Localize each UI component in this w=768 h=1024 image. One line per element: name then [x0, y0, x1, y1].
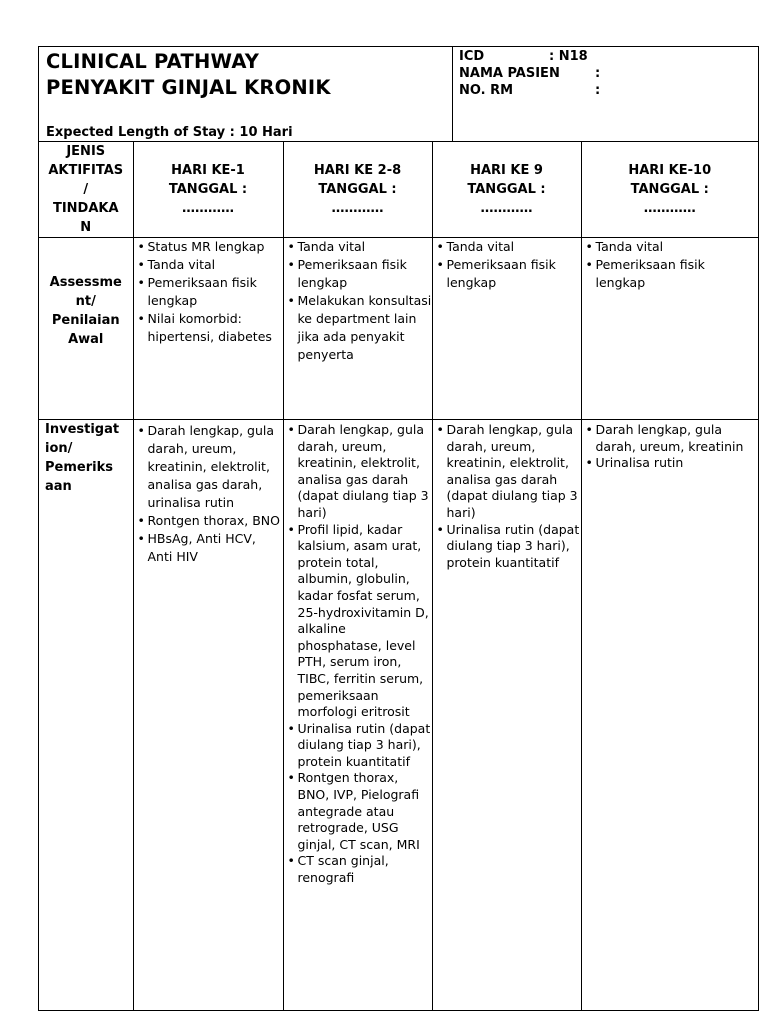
item-list [134, 420, 283, 566]
patient-name-row [459, 65, 758, 82]
patient-name-value: : [595, 66, 601, 81]
table-header-row [39, 142, 758, 238]
date-label: TANGGAL : [630, 182, 709, 197]
day-label: HARI KE 9 [470, 163, 543, 178]
activity-header-line: N [80, 220, 92, 235]
date-label: TANGGAL : [318, 182, 397, 197]
activity-header-line: / [83, 182, 89, 197]
icd-label: ICD [459, 49, 485, 64]
row-label-line: aan [45, 479, 72, 494]
list-item: • Tanda vital [284, 238, 432, 256]
list-item: • CT scan ginjal, renografi [284, 853, 432, 886]
clinical-pathway-sheet [38, 46, 759, 1011]
patient-info-block [453, 47, 758, 141]
table-cell [283, 420, 432, 1011]
title-line-1: CLINICAL PATHWAY [46, 50, 260, 73]
list-item: • Pemeriksaan fisik lengkap [284, 256, 432, 292]
list-item: • Pemeriksaan fisik lengkap [582, 256, 759, 292]
row-label-line: Penilaian [51, 313, 120, 328]
list-item: • Darah lengkap, gula darah, ureum, kreatinin [582, 422, 759, 455]
table-cell [581, 238, 758, 420]
rm-row [459, 82, 758, 99]
row-label-line: Pemeriks [45, 460, 113, 475]
list-item: • Profil lipid, kadar kalsium, asam urat, protein total, albumin, globulin, kadar fosfat serum, 25-hydroxivitamin D, alkaline phosphatase, level PTH, serum iron, TIBC, ferritin serum, pemeriksaan morfologi eritrosit [284, 522, 432, 721]
date-label: TANGGAL : [467, 182, 546, 197]
patient-name-label: NAMA PASIEN [459, 66, 560, 81]
item-list [582, 420, 759, 472]
list-item: • Status MR lengkap [134, 238, 283, 256]
rm-label: NO. RM [459, 83, 514, 98]
row-label-line: Investigat [45, 422, 120, 437]
row-label-line: Awal [68, 332, 104, 347]
row-label-line: Assessme [49, 275, 122, 290]
row-label-assessment [39, 238, 133, 420]
day-label: HARI KE 2-8 [313, 163, 402, 178]
item-list [284, 420, 432, 887]
list-item: • Melakukan konsultasi ke department lain jika ada penyakit penyerta [284, 292, 432, 364]
activity-header-line: AKTIFITAS [48, 163, 124, 178]
list-item: • Rontgen thorax, BNO, IVP, Pielografi antegrade atau retrograde, USG ginjal, CT scan, MRI [284, 770, 432, 853]
list-item: • Urinalisa rutin [582, 455, 759, 472]
date-label: TANGGAL : [168, 182, 248, 197]
table-row [39, 420, 758, 1011]
day-column-header [133, 142, 283, 238]
header-title-block [39, 47, 453, 141]
date-placeholder: ………… [643, 201, 696, 216]
list-item: • Pemeriksaan fisik lengkap [433, 256, 581, 292]
list-item: • HBsAg, Anti HCV, Anti HIV [134, 530, 283, 566]
day-label: HARI KE-1 [171, 163, 245, 178]
table-cell [133, 420, 283, 1011]
table-cell [133, 238, 283, 420]
table-cell [581, 420, 758, 1011]
list-item: • Tanda vital [433, 238, 581, 256]
list-item: • Darah lengkap, gula darah, ureum, kreatinin, elektrolit, analisa gas darah (dapat diulang tiap 3 hari) [284, 422, 432, 522]
pathway-table [39, 142, 758, 1010]
list-item: • Tanda vital [134, 256, 283, 274]
list-item: • Darah lengkap, gula darah, ureum, kreatinin, elektrolit, analisa gas darah (dapat diulang tiap 3 hari) [433, 422, 581, 522]
day-column-header [283, 142, 432, 238]
item-list [433, 420, 581, 571]
item-list [284, 238, 432, 364]
date-placeholder: ………… [182, 201, 234, 216]
length-of-stay: Expected Length of Stay : 10 Hari [46, 125, 293, 140]
date-placeholder: ………… [480, 201, 533, 216]
icd-row [459, 48, 758, 65]
list-item: • Urinalisa rutin (dapat diulang tiap 3 hari), protein kuantitatif [433, 522, 581, 572]
list-item: • Tanda vital [582, 238, 759, 256]
table-cell [432, 420, 581, 1011]
list-item: • Rontgen thorax, BNO [134, 512, 283, 530]
list-item: • Urinalisa rutin (dapat diulang tiap 3 hari), protein kuantitatif [284, 721, 432, 771]
day-column-header [432, 142, 581, 238]
icd-value: : N18 [549, 49, 588, 64]
rm-value: : [595, 83, 601, 98]
day-label: HARI KE-10 [628, 163, 712, 178]
row-label-line: nt/ [75, 294, 96, 309]
activity-header-line: JENIS [66, 144, 106, 159]
item-list [134, 238, 283, 346]
table-cell [283, 238, 432, 420]
table-row [39, 238, 758, 420]
activity-column-header [39, 142, 133, 238]
list-item: • Darah lengkap, gula darah, ureum, kreatinin, elektrolit, analisa gas darah, urinalisa rutin [134, 422, 283, 512]
date-placeholder: ………… [331, 201, 384, 216]
item-list [433, 238, 581, 292]
list-item: • Nilai komorbid: hipertensi, diabetes [134, 310, 283, 346]
document-header [39, 47, 758, 142]
activity-header-line: TINDAKA [52, 201, 119, 216]
document-title [46, 49, 331, 101]
row-label-line: ion/ [45, 441, 73, 456]
list-item: • Pemeriksaan fisik lengkap [134, 274, 283, 310]
row-label-investigation [39, 420, 133, 1011]
table-cell [432, 238, 581, 420]
day-column-header [581, 142, 758, 238]
item-list [582, 238, 759, 292]
title-line-2: PENYAKIT GINJAL KRONIK [46, 76, 331, 99]
